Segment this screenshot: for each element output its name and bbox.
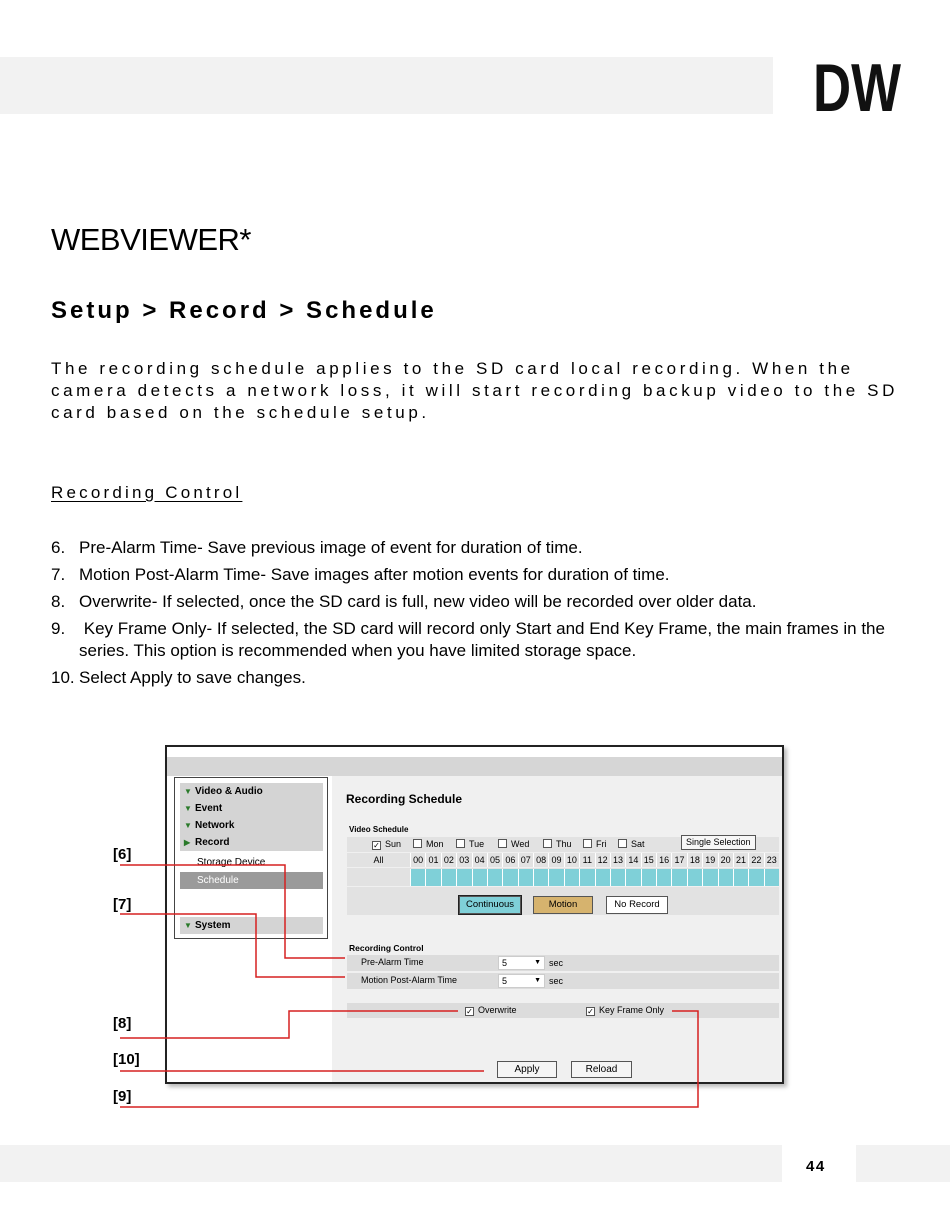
hour-label[interactable]: 18 [687,853,702,867]
schedule-cell[interactable] [425,869,440,886]
intro-paragraph: The recording schedule applies to the SD card local recording. When the camera detects a network loss, it will start recording backup video to the SD card based on the schedule setup. [51,359,898,422]
overwrite-checkbox[interactable] [465,1005,517,1016]
options-row [347,1003,779,1018]
schedule-cell[interactable] [487,869,502,886]
checkbox-icon [456,839,465,848]
unit-label: sec [549,976,564,986]
menu-label: Record [195,837,230,848]
no-record-button[interactable]: No Record [606,896,668,914]
list-item [51,618,911,662]
hour-label[interactable]: 22 [748,853,763,867]
hour-label[interactable]: 11 [579,853,594,867]
select-value: 5 [502,958,508,968]
day-label: Fri [596,839,607,849]
setup-menu [174,777,328,939]
instruction-list [51,537,911,694]
all-hours-label[interactable]: All [373,855,384,865]
settings-panel [332,776,782,1082]
day-label: Sun [385,839,402,849]
day-checkbox[interactable] [498,838,529,851]
menu-system[interactable] [180,917,323,934]
page-number: 44 [806,1158,826,1175]
hour-label[interactable]: 05 [487,853,502,867]
hour-label[interactable]: 03 [456,853,471,867]
schedule-cell[interactable] [518,869,533,886]
post-alarm-label: Motion Post-Alarm Time [361,975,458,985]
day-label: Wed [511,839,530,849]
hour-label[interactable]: 20 [718,853,733,867]
checkbox-icon [543,839,552,848]
schedule-cell[interactable] [579,869,594,886]
schedule-cell[interactable] [625,869,640,886]
select-value: 5 [502,976,508,986]
hour-label[interactable]: 07 [518,853,533,867]
day-selector-row [347,837,779,852]
checkbox-icon [583,839,592,848]
footer-band [0,1145,782,1182]
menu-label: Event [195,803,223,814]
list-text: Select Apply to save changes. [79,668,306,687]
menu-schedule[interactable]: Schedule [180,872,323,889]
hour-label[interactable]: 15 [641,853,656,867]
hour-label[interactable]: 02 [441,853,456,867]
list-text: Pre-Alarm Time- Save previous image of event for duration of time. [79,538,583,557]
expand-arrow-icon: ▼ [184,821,192,830]
callout-10: [10] [113,1051,140,1068]
hours-header-row [347,853,779,867]
schedule-cell[interactable] [733,869,748,886]
schedule-cell[interactable] [610,869,625,886]
list-text: Motion Post-Alarm Time- Save images after motion events for duration of time. [79,565,670,584]
schedule-cell[interactable] [502,869,517,886]
logo-text: DW [813,50,902,126]
record-mode-row [347,887,779,915]
checkbox-checked-icon: ✓ [587,1007,594,1016]
callout-9: [9] [113,1088,132,1105]
menu-label: System [195,920,231,931]
day-label: Mon [426,839,444,849]
checkbox-checked-icon: ✓ [373,841,380,850]
pre-alarm-select[interactable] [498,956,545,970]
hour-label[interactable]: 10 [564,853,579,867]
collapse-arrow-icon: ▶ [184,838,191,847]
list-number: 9. [51,619,66,638]
option-label: Key Frame Only [599,1005,665,1015]
webviewer-screenshot [165,745,784,1084]
key-frame-only-checkbox[interactable] [586,1005,664,1016]
menu-label: Network [195,820,235,831]
schedule-cell[interactable] [656,869,671,886]
single-selection-button[interactable]: Single Selection [681,835,756,850]
schedule-cell[interactable] [641,869,656,886]
hour-label[interactable]: 01 [425,853,440,867]
schedule-cell[interactable] [671,869,686,886]
schedule-cell[interactable] [687,869,702,886]
footer-band-right [856,1145,950,1182]
list-number: 8. [51,592,66,611]
unit-label: sec [549,958,564,968]
video-schedule-label: Video Schedule [349,825,409,834]
list-item [51,667,911,689]
motion-button[interactable]: Motion [533,896,593,914]
hour-label[interactable]: 09 [548,853,563,867]
section-title: Setup > Record > Schedule [51,297,437,324]
hour-label[interactable]: 16 [656,853,671,867]
list-text: Key Frame Only- If selected, the SD card will record only Start and End Key Frame, the main frames in the series. This option is recommended when you have limited storage space. [79,619,890,660]
day-checkbox[interactable] [543,838,572,851]
schedule-cell[interactable] [441,869,456,886]
list-item [51,591,911,613]
pre-alarm-label: Pre-Alarm Time [361,957,424,967]
menu-event[interactable] [180,800,323,817]
screenshot-topbar [167,757,782,776]
list-number: 6. [51,538,66,557]
hour-label[interactable]: 23 [764,853,779,867]
document-title: WEBVIEWER* [51,222,251,257]
hour-label[interactable]: 17 [671,853,686,867]
menu-group [180,783,323,851]
reload-button[interactable]: Reload [571,1061,632,1078]
checkbox-icon [618,839,627,848]
hour-label[interactable]: 19 [702,853,717,867]
list-text: Overwrite- If selected, once the SD card is full, new video will be recorded over older data. [79,592,757,611]
schedule-cell[interactable] [718,869,733,886]
callout-6: [6] [113,846,132,863]
schedule-cell[interactable] [564,869,579,886]
recording-control-label: Recording Control [349,943,424,953]
recording-control-heading: Recording Control [51,483,243,502]
checkbox-icon [413,839,422,848]
list-item [51,537,911,559]
hour-label[interactable]: 14 [625,853,640,867]
schedule-cell[interactable] [595,869,610,886]
callout-7: [7] [113,896,132,913]
expand-arrow-icon: ▼ [184,787,192,796]
menu-video-audio[interactable] [180,783,323,800]
schedule-cell[interactable] [410,869,425,886]
hour-label[interactable]: 21 [733,853,748,867]
hour-label[interactable]: 13 [610,853,625,867]
continuous-button[interactable]: Continuous [459,896,521,914]
day-checkbox[interactable] [413,838,444,851]
post-alarm-select[interactable] [498,974,545,988]
list-number: 7. [51,565,66,584]
checkbox-checked-icon: ✓ [466,1007,473,1016]
day-checkbox[interactable] [372,838,401,851]
expand-arrow-icon: ▼ [184,921,192,930]
header-band [0,57,773,114]
day-label: Sat [631,839,645,849]
schedule-cell[interactable] [764,869,779,886]
hour-label[interactable]: 08 [533,853,548,867]
menu-label: Video & Audio [195,786,263,797]
expand-arrow-icon: ▼ [184,804,192,813]
schedule-cell[interactable] [548,869,563,886]
dropdown-arrow-icon: ▼ [534,959,541,966]
day-label: Tue [469,839,485,849]
schedule-cell[interactable] [748,869,763,886]
day-label: Thu [556,839,572,849]
dw-logo [812,50,902,126]
menu-storage-device[interactable]: Storage Device [197,857,266,868]
hour-label[interactable]: 06 [502,853,517,867]
menu-record[interactable] [180,834,323,851]
schedule-cell[interactable] [456,869,471,886]
schedule-cell[interactable] [533,869,548,886]
pre-alarm-row [347,955,779,971]
schedule-cell[interactable] [702,869,717,886]
hour-label[interactable]: 12 [595,853,610,867]
checkbox-icon [498,839,507,848]
list-number: 10. [51,668,75,687]
menu-network[interactable] [180,817,323,834]
list-item [51,564,911,586]
option-label: Overwrite [478,1005,517,1015]
callout-8: [8] [113,1015,132,1032]
hour-label[interactable]: 00 [410,853,425,867]
recording-schedule-title: Recording Schedule [346,792,463,806]
apply-button[interactable]: Apply [497,1061,557,1078]
dropdown-arrow-icon: ▼ [534,977,541,984]
menu-group [180,917,323,934]
schedule-cell[interactable] [472,869,487,886]
day-checkbox[interactable] [618,838,645,851]
schedule-cells-row [347,868,779,886]
hour-label[interactable]: 04 [472,853,487,867]
post-alarm-row [347,973,779,989]
day-checkbox[interactable] [456,838,484,851]
day-checkbox[interactable] [583,838,607,851]
